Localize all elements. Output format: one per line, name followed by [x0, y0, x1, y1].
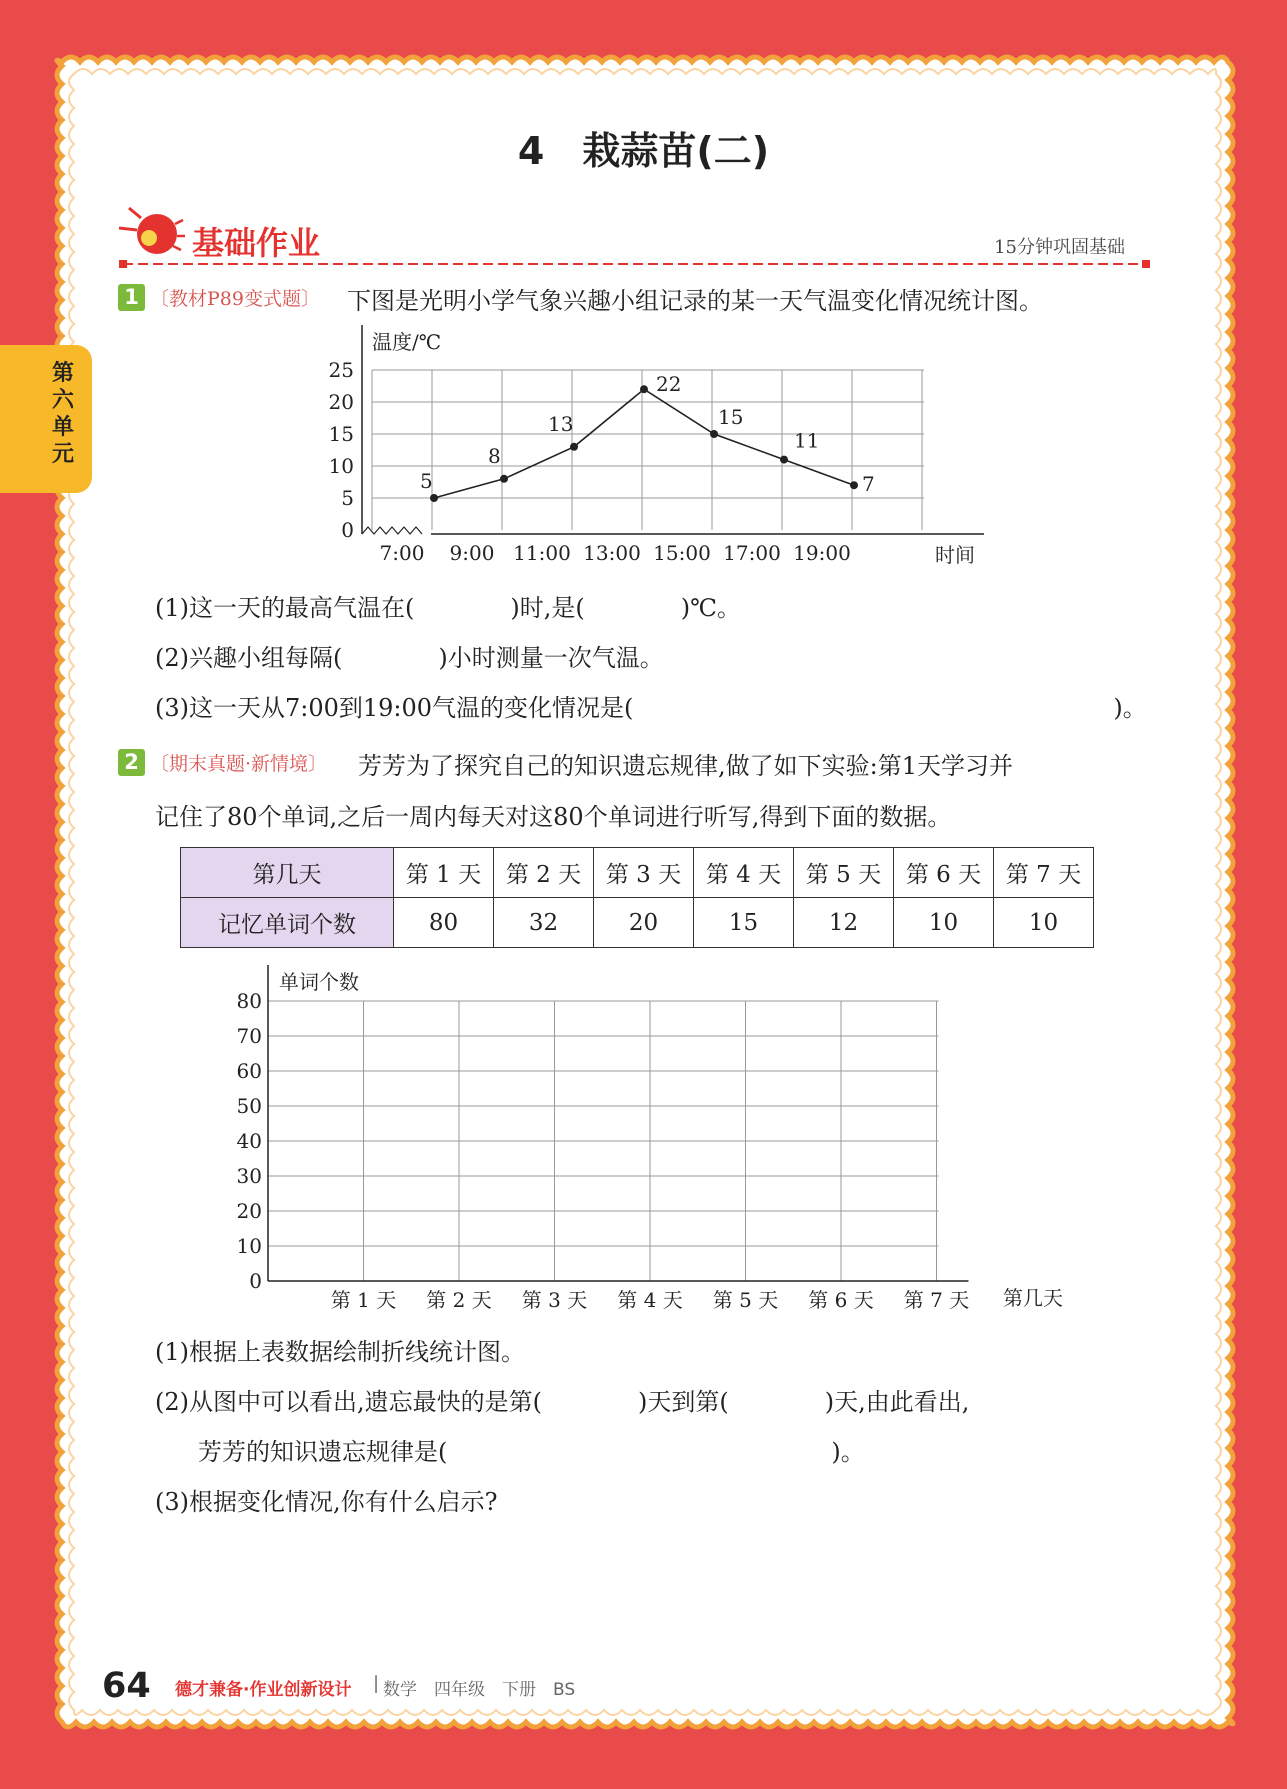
- x-tick-label: 第 2 天: [426, 1288, 492, 1312]
- footer-separator: |: [373, 1673, 380, 1694]
- temperature-data-label: 22: [656, 372, 682, 397]
- y-tick-label: 40: [236, 1129, 262, 1153]
- y-tick-label: 50: [236, 1094, 262, 1118]
- y-tick-label: 10: [328, 454, 354, 478]
- x-tick-label: 13:00: [583, 541, 641, 565]
- x-tick-label: 11:00: [513, 541, 571, 565]
- y-tick-label: 20: [328, 390, 354, 414]
- question-1-tag: 〔教材P89变式题〕: [150, 288, 320, 310]
- x-tick-label: 9:00: [449, 541, 495, 565]
- lightbulb-icon: [119, 208, 185, 254]
- axis-break-zigzag: [362, 527, 422, 534]
- table-cell: 第 2 天: [494, 848, 594, 898]
- x-tick-label: 第 6 天: [808, 1288, 874, 1312]
- temperature-point: [430, 494, 438, 502]
- word-chart-y-label: 单词个数: [279, 970, 359, 994]
- question-1-text: 下图是光明小学气象兴趣小组记录的某一天气温变化情况统计图。: [347, 287, 1043, 315]
- table-row-header: 记忆单词个数: [181, 898, 394, 948]
- temperature-data-label: 5: [420, 469, 433, 493]
- book-title: 德才兼备·作业创新设计: [175, 1680, 352, 1700]
- x-tick-label: 第 4 天: [617, 1288, 683, 1312]
- table-cell: 10: [894, 898, 994, 948]
- table-cell: 第 3 天: [594, 848, 694, 898]
- table-row-header: 第几天: [181, 848, 394, 898]
- question-1-sub-1: (1)这一天的最高气温在( )时,是( )℃。: [155, 594, 741, 622]
- temperature-point: [570, 443, 578, 451]
- table-cell: 第 1 天: [394, 848, 494, 898]
- table-row: [181, 848, 1094, 898]
- word-chart-x-ticks: [331, 1288, 969, 1312]
- table-cell: 第 4 天: [694, 848, 794, 898]
- word-chart-y-ticks: [237, 989, 262, 1293]
- temperature-chart-x-label: 时间: [935, 543, 975, 567]
- table-cell: 第 6 天: [894, 848, 994, 898]
- question-2-sub-3: (3)根据变化情况,你有什么启示?: [155, 1488, 498, 1516]
- temperature-data-label: 7: [862, 472, 875, 497]
- table-cell: 32: [494, 898, 594, 948]
- temperature-chart-grid: [362, 325, 984, 534]
- word-count-blank-chart: [220, 965, 1100, 1320]
- x-tick-label: 7:00: [379, 541, 425, 565]
- y-tick-label: 5: [341, 486, 354, 510]
- table-cell: 15: [694, 898, 794, 948]
- section-subtitle: 15分钟巩固基础: [994, 237, 1125, 258]
- temperature-point: [850, 481, 858, 489]
- section-title: 基础作业: [192, 224, 321, 262]
- x-tick-label: 第 1 天: [330, 1288, 397, 1312]
- temperature-series: [420, 372, 875, 502]
- question-1-sub-3: (3)这一天从7:00到19:00气温的变化情况是( )。: [155, 694, 1147, 722]
- temperature-line-chart: [328, 325, 1000, 575]
- y-tick-label: 0: [341, 518, 354, 542]
- page-title: 4 栽蒜苗(二): [517, 129, 770, 173]
- unit-side-tab-label: 第六单元: [52, 361, 75, 467]
- y-tick-label: 0: [249, 1269, 262, 1293]
- question-2-sub-1: (1)根据上表数据绘制折线统计图。: [155, 1338, 525, 1366]
- word-chart-grid: [268, 965, 969, 1281]
- temperature-chart-y-label: 温度/℃: [372, 330, 442, 354]
- word-chart-x-label: 第几天: [1003, 1286, 1063, 1310]
- table-row: [181, 898, 1094, 948]
- temperature-point: [640, 385, 648, 393]
- temperature-point: [500, 475, 508, 483]
- x-tick-label: 15:00: [653, 541, 711, 565]
- x-tick-label: 17:00: [723, 541, 781, 565]
- question-2-number: 2: [118, 749, 145, 776]
- temperature-point: [780, 456, 788, 464]
- y-tick-label: 30: [236, 1164, 262, 1188]
- x-tick-label: 19:00: [793, 541, 851, 565]
- question-2-line-2: 记住了80个单词,之后一周内每天对这80个单词进行听写,得到下面的数据。: [155, 803, 952, 831]
- table-cell: 10: [994, 898, 1094, 948]
- question-2-tag: 〔期末真题·新情境〕: [150, 753, 328, 775]
- temperature-chart-x-ticks: [380, 541, 851, 565]
- question-1-number: 1: [118, 284, 145, 311]
- y-tick-label: 25: [328, 358, 354, 382]
- question-2-sub-2: (2)从图中可以看出,遗忘最快的是第( )天到第( )天,由此看出,: [155, 1388, 970, 1416]
- y-tick-label: 60: [236, 1059, 262, 1083]
- question-1-sub-2: (2)兴趣小组每隔( )小时测量一次气温。: [155, 644, 664, 672]
- x-tick-label: 第 3 天: [521, 1288, 588, 1312]
- temperature-data-label: 13: [548, 411, 574, 436]
- book-info: 数学 四年级 下册 BS: [383, 1680, 576, 1700]
- x-tick-label: 第 5 天: [712, 1288, 779, 1312]
- temperature-data-label: 15: [718, 405, 744, 429]
- temperature-data-label: 8: [488, 443, 501, 468]
- temperature-point: [710, 430, 718, 438]
- table-cell: 80: [394, 898, 494, 948]
- table-cell: 12: [794, 898, 894, 948]
- y-tick-label: 15: [328, 422, 354, 446]
- y-tick-label: 70: [236, 1024, 262, 1048]
- page-number: 64: [102, 1666, 151, 1706]
- y-tick-label: 10: [236, 1234, 262, 1258]
- temperature-data-label: 11: [794, 428, 820, 453]
- y-tick-label: 20: [236, 1199, 262, 1223]
- question-2-line-1: 芳芳为了探究自己的知识遗忘规律,做了如下实验:第1天学习并: [358, 752, 1013, 780]
- table-cell: 第 5 天: [794, 848, 894, 898]
- x-tick-label: 第 7 天: [903, 1288, 970, 1312]
- y-tick-label: 80: [236, 989, 262, 1013]
- table-cell: 第 7 天: [994, 848, 1094, 898]
- question-2-sub-2-cont: 芳芳的知识遗忘规律是( )。: [198, 1438, 865, 1466]
- table-cell: 20: [594, 898, 694, 948]
- memory-data-table: [180, 847, 1094, 948]
